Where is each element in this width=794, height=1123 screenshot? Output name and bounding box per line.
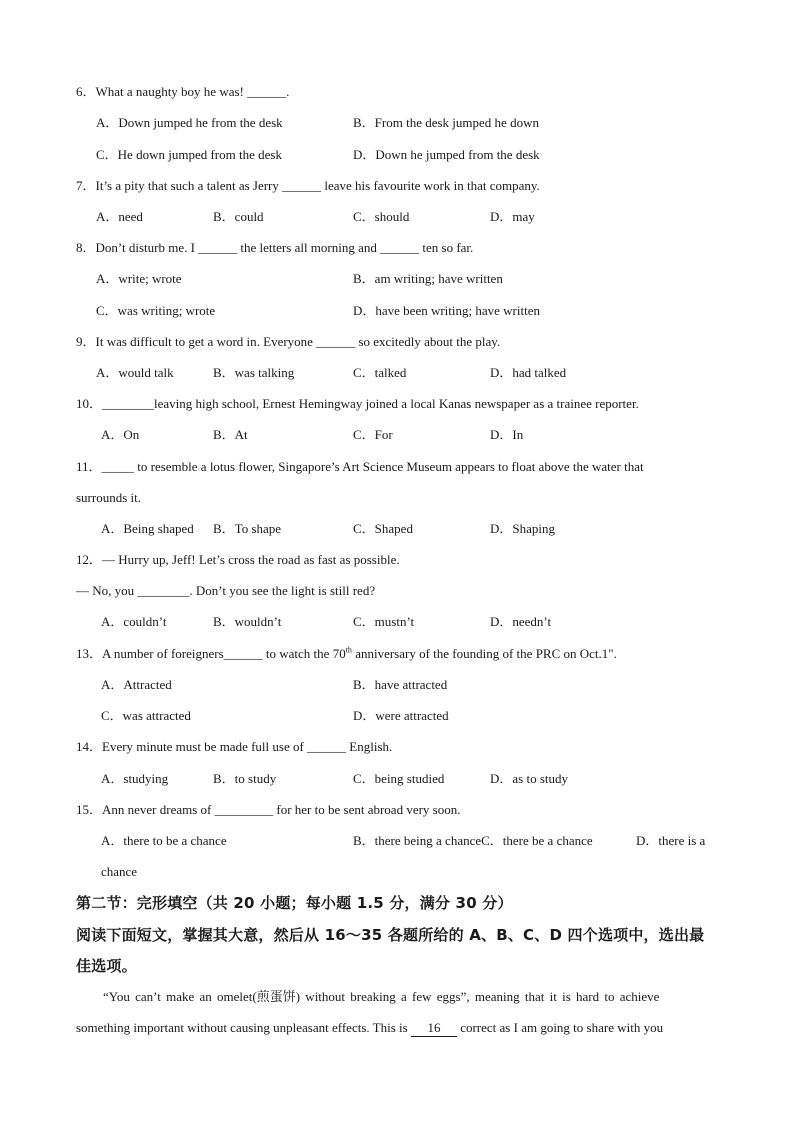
- question-option: D．needn’t: [490, 614, 552, 629]
- question-stem-part: 13．A number of foreigners______ to watch the 70: [76, 646, 346, 661]
- question-stem: 15．Ann never dreams of _________ for her to be sent abroad very soon.: [76, 802, 461, 817]
- question-stem: 8．Don’t disturb me. I ______ the letters all morning and ______ ten so far.: [76, 240, 474, 255]
- question-option: A．Attracted: [101, 677, 172, 692]
- question-stem: [76, 646, 617, 662]
- question-option: A．would talk: [96, 365, 174, 380]
- question-option: D．have been writing; have written: [353, 303, 540, 318]
- question-stem: 12．— Hurry up, Jeff! Let’s cross the road as fast as possible.: [76, 552, 400, 567]
- question-option: B．could: [213, 209, 264, 224]
- superscript: th: [345, 645, 352, 655]
- question-option: A．Being shaped: [101, 521, 194, 536]
- question-option: C．was attracted: [101, 708, 191, 723]
- question-option: B．wouldn’t: [213, 614, 282, 629]
- question-option: A．Down jumped he from the desk: [96, 115, 283, 130]
- question-option: D．Shaping: [490, 521, 556, 536]
- question-option: C．Shaped: [353, 521, 413, 536]
- question-option: A．On: [101, 427, 140, 442]
- question-option: C．For: [353, 427, 393, 442]
- section-instruction: 阅读下面短文，掌握其大意，然后从 16～35 各题所给的 A、B、C、D 四个选项中，选出最: [76, 926, 705, 944]
- passage-text: correct as I am going to share with you: [456, 1020, 664, 1035]
- question-option: A．studying: [101, 771, 169, 786]
- question-stem-continued: surrounds it.: [76, 490, 141, 505]
- question-option: D．In: [490, 427, 524, 442]
- question-option: B．was talking: [213, 365, 295, 380]
- question-stem: 10．________leaving high school, Ernest Hemingway joined a local Kanas newspaper as a trainee reporter.: [76, 396, 639, 411]
- question-option: B．From the desk jumped he down: [353, 115, 539, 130]
- question-option: C．was writing; wrote: [96, 303, 216, 318]
- question-option: D．had talked: [490, 365, 567, 380]
- question-stem: 6．What a naughty boy he was! ______.: [76, 84, 290, 99]
- question-stem: 14．Every minute must be made full use of ______ English.: [76, 739, 393, 754]
- question-option: C．should: [353, 209, 410, 224]
- question-stem-part: anniversary of the founding of the PRC on Oct.1".: [351, 646, 617, 661]
- question-option: C．mustn’t: [353, 614, 415, 629]
- passage-line: [76, 1020, 663, 1037]
- passage-line: “You can’t make an omelet(煎蛋饼) without breaking a few eggs”, meaning that it is hard to achieve: [103, 989, 660, 1004]
- question-stem-continued: — No, you ________. Don’t you see the light is still red?: [76, 583, 376, 598]
- question-option: B．have attracted: [353, 677, 448, 692]
- passage-text: something important without causing unpleasant effects. This is: [76, 1020, 411, 1035]
- question-stem: 7．It’s a pity that such a talent as Jerry ______ leave his favourite work in that company.: [76, 178, 540, 193]
- question-option: A．there to be a chance: [101, 833, 227, 848]
- question-option: D．may: [490, 209, 535, 224]
- question-option: A．need: [96, 209, 143, 224]
- question-option: B．there being a chanceC．there be a chance: [353, 833, 593, 848]
- question-option: C．talked: [353, 365, 407, 380]
- question-option: B．am writing; have written: [353, 271, 503, 286]
- cloze-blank: 16: [411, 1020, 457, 1037]
- question-stem: 9．It was difficult to get a word in. Everyone ______ so excitedly about the play.: [76, 334, 501, 349]
- question-stem: 11．_____ to resemble a lotus flower, Singapore’s Art Science Museum appears to float above the water that: [76, 459, 644, 474]
- question-option: D．as to study: [490, 771, 569, 786]
- question-option: D．Down he jumped from the desk: [353, 147, 540, 162]
- question-option: A．write; wrote: [96, 271, 182, 286]
- question-option: B．To shape: [213, 521, 282, 536]
- question-option: D．there is a: [636, 833, 706, 848]
- section-instruction: 佳选项。: [76, 957, 137, 975]
- question-option: C．He down jumped from the desk: [96, 147, 282, 162]
- question-option-continued: chance: [101, 864, 138, 879]
- question-option: C．being studied: [353, 771, 445, 786]
- question-option: A．couldn’t: [101, 614, 167, 629]
- section-title: 第二节：完形填空（共 20 小题；每小题 1.5 分，满分 30 分）: [76, 894, 513, 912]
- question-option: D．were attracted: [353, 708, 449, 723]
- question-option: B．to study: [213, 771, 277, 786]
- question-option: B．At: [213, 427, 248, 442]
